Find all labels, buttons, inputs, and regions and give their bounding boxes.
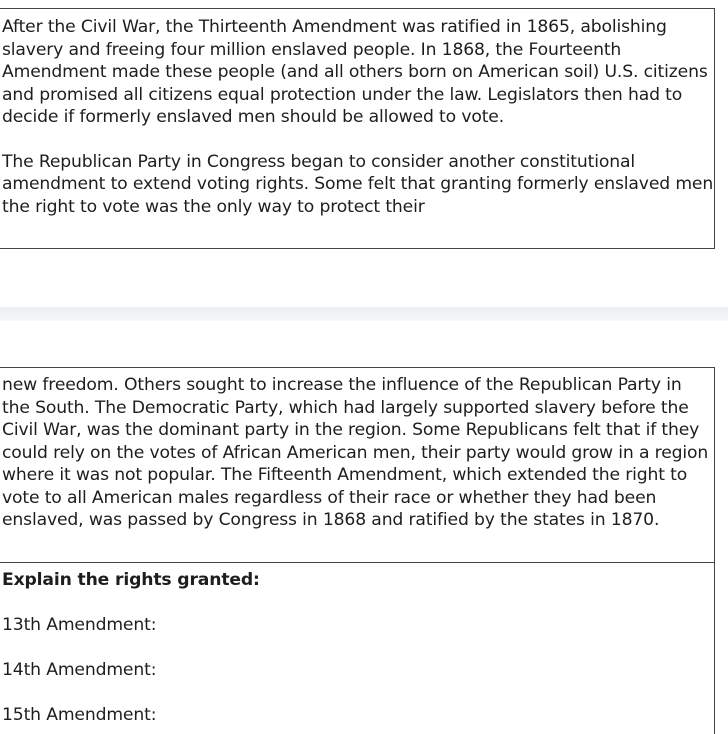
- question-heading: Explain the rights granted:: [2, 570, 260, 590]
- paragraph-1: After the Civil War, the Thirteenth Amendment was ratified in 1865, abolishing slavery and freeing four million enslaved people. In 1868, the Fourteenth Amendment made these people (and all others born on American soil) U.S. citizens and promised all citizens equal protection under the law. Legislators then had to decide if formerly enslaved men should be allowed to vote.: [2, 17, 708, 127]
- amendment-14-prompt: 14th Amendment:: [2, 660, 157, 680]
- passage-box-continued: [0, 367, 715, 563]
- paragraph-2-part-1: The Republican Party in Congress began to consider another constitutional amendment to extend voting rights. Some felt that granting formerly enslaved men the right to vote was the only way to protect their: [2, 151, 714, 217]
- amendment-13-prompt: 13th Amendment:: [2, 615, 157, 635]
- page-break-divider: [0, 307, 728, 321]
- paragraph-2-part-2: new freedom. Others sought to increase the influence of the Republican Party in the South. The Democratic Party, which had largely supported slavery before the Civil War, was the dominant party in the region. Some Republicans felt that if they could rely on the votes of African American men, their party would grow in a region where it was not popular. The Fifteenth Amendment, which extended the right to vote to all American males regardless of their race or whether they had been enslaved, was passed by Congress in 1868 and ratified by the states in 1870.: [2, 375, 709, 530]
- question-box: [0, 562, 715, 734]
- amendment-15-prompt: 15th Amendment:: [2, 705, 157, 725]
- passage-box-top: [0, 8, 715, 249]
